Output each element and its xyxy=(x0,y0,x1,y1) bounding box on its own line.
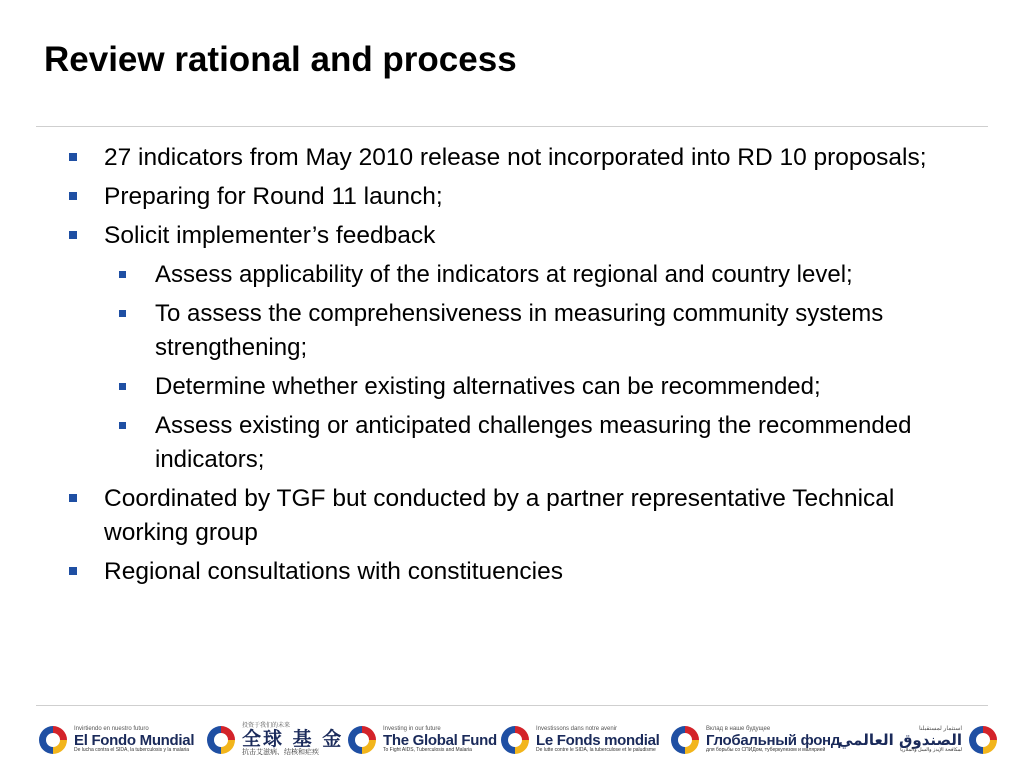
square-bullet-icon xyxy=(69,153,77,161)
logo-subtitle: 抗击艾滋病、结核和疟疾 xyxy=(242,749,319,757)
bullet-text: Assess existing or anticipated challenges measuring the recommended indicators; xyxy=(155,412,912,473)
square-bullet-icon xyxy=(119,422,126,429)
sub-bullet-item xyxy=(0,370,955,404)
bullet-item xyxy=(0,180,934,214)
logo-name: Le Fonds mondial xyxy=(536,731,660,749)
logo-name: الصندوق العالمي xyxy=(838,730,963,749)
global-fund-swirl-icon xyxy=(345,723,379,757)
bullet-text: Coordinated by TGF but conducted by a partner representative Technical working group xyxy=(104,485,895,546)
global-fund-swirl-icon xyxy=(36,723,70,757)
logo-subtitle: De lutte contre le SIDA, la tuberculose et le paludisme xyxy=(536,747,656,754)
logo-name: El Fondo Mundial xyxy=(74,731,195,749)
logo-tagline: Вклад в наше будущее xyxy=(706,726,771,733)
logo-name: Глобальный фонд xyxy=(706,731,841,749)
square-bullet-icon xyxy=(69,231,77,239)
logo-tagline: Invirtiendo en nuestro futuro xyxy=(74,726,149,733)
logo-name: The Global Fund xyxy=(383,731,497,749)
logo-subtitle: для борьбы со СПИДом, туберкулезом и малярией xyxy=(706,747,826,754)
square-bullet-icon xyxy=(69,494,77,502)
bullet-item xyxy=(0,219,934,253)
logo-english xyxy=(345,718,497,762)
bullet-text: Solicit implementer’s feedback xyxy=(104,222,436,249)
bullet-item xyxy=(0,141,934,175)
logo-arabic xyxy=(834,718,1000,762)
bullet-text: 27 indicators from May 2010 release not incorporated into RD 10 proposals; xyxy=(104,144,927,171)
sub-bullet-item xyxy=(0,258,955,292)
bullet-text: Determine whether existing alternatives can be recommended; xyxy=(155,373,821,400)
footer-logo-strip xyxy=(0,712,1024,768)
logo-subtitle: De lucha contra el SIDA, la tuberculosis y la malaria xyxy=(74,747,190,754)
logo-subtitle: لمكافحة الإيدز والسل والملاريا xyxy=(900,747,963,754)
slide-title: Review rational and process xyxy=(44,40,517,79)
logo-tagline: 投资于我们的未来 xyxy=(242,723,291,730)
bullet-item xyxy=(0,555,934,589)
bullet-item xyxy=(0,482,934,550)
logo-subtitle: To Fight AIDS, Tuberculosis and Malaria xyxy=(383,747,472,754)
square-bullet-icon xyxy=(69,192,77,200)
bullet-text: Assess applicability of the indicators at regional and country level; xyxy=(155,261,853,288)
global-fund-swirl-icon xyxy=(498,723,532,757)
bullet-text: To assess the comprehensiveness in measuring community systems strengthening; xyxy=(155,300,884,361)
title-divider xyxy=(36,126,988,127)
bullet-text: Preparing for Round 11 launch; xyxy=(104,183,443,210)
sub-bullet-item xyxy=(0,409,955,477)
logo-tagline: Investing in our future xyxy=(383,726,441,733)
global-fund-swirl-icon xyxy=(966,723,1000,757)
square-bullet-icon xyxy=(119,383,126,390)
square-bullet-icon xyxy=(69,567,77,575)
global-fund-swirl-icon xyxy=(204,723,238,757)
footer-divider xyxy=(36,705,988,706)
sub-bullet-item xyxy=(0,297,955,365)
logo-french xyxy=(498,718,660,762)
bullet-list xyxy=(0,141,1024,594)
logo-russian xyxy=(668,718,840,762)
logo-chinese xyxy=(204,718,343,762)
bullet-text: Regional consultations with constituencies xyxy=(104,558,563,585)
global-fund-swirl-icon xyxy=(668,723,702,757)
logo-spanish xyxy=(36,718,194,762)
square-bullet-icon xyxy=(119,310,126,317)
logo-tagline: استثمار لمستقبلنا xyxy=(918,726,963,733)
square-bullet-icon xyxy=(119,271,126,278)
logo-tagline: Investissons dans notre avenir xyxy=(536,726,618,733)
logo-name: 全球 基 金 xyxy=(242,727,344,750)
